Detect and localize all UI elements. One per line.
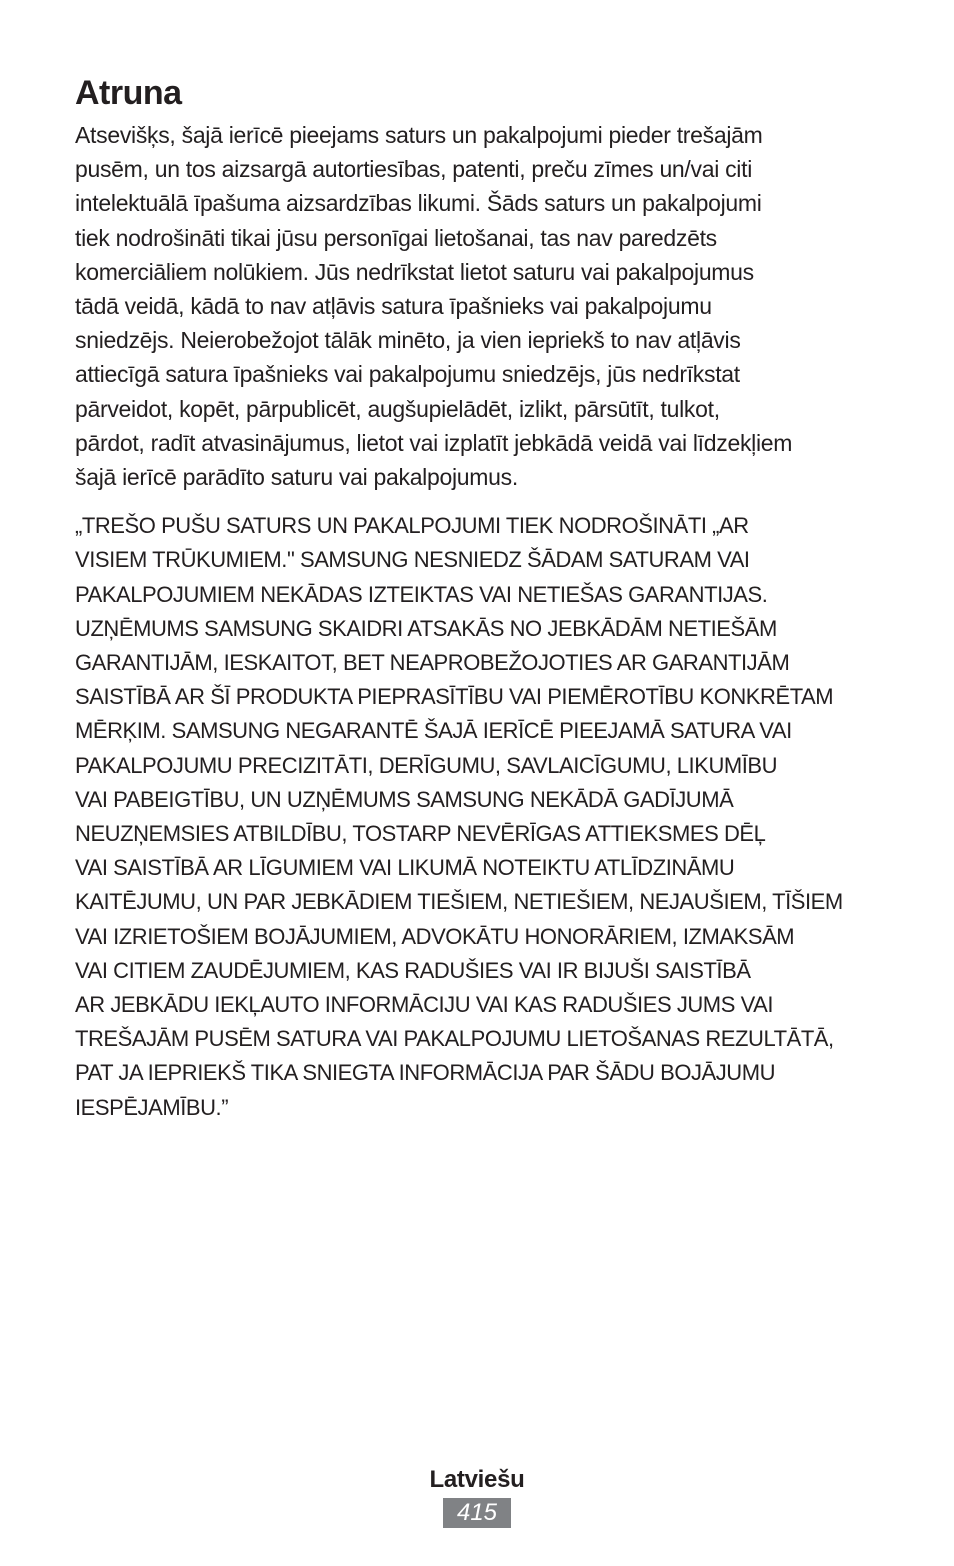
text-line: TREŠAJĀM PUSĒM SATURA VAI PAKALPOJUMU LIETOŠANAS REZULTĀTĀ, [75,1026,834,1052]
document-page [75,70,875,1125]
text-line: pusēm, un tos aizsargā autortiesības, patenti, preču zīmes un/vai citi [75,156,753,183]
text-line: PAKALPOJUMIEM NEKĀDAS IZTEIKTAS VAI NETIEŠAS GARANTIJAS. [75,581,768,607]
text-line: intelektuālā īpašuma aizsardzības likumi. Šāds saturs un pakalpojumi [75,190,762,217]
page-footer [0,1465,954,1528]
text-line: komerciāliem nolūkiem. Jūs nedrīkstat lietot saturu vai pakalpojumus [75,258,754,285]
text-line: GARANTIJĀM, IESKAITOT, BET NEAPROBEŽOJOTIES AR GARANTIJĀM [75,650,790,676]
warranty-paragraph [75,509,875,1125]
text-line: PAKALPOJUMU PRECIZITĀTI, DERĪGUMU, SAVLAICĪGUMU, LIKUMĪBU [75,752,778,778]
text-line: tiek nodrošināti tikai jūsu personīgai lietošanai, tas nav paredzēts [75,224,717,251]
text-line: VAI IZRIETOŠIEM BOJĀJUMIEM, ADVOKĀTU HONORĀRIEM, IZMAKSĀM [75,923,795,949]
text-line: MĒRĶIM. SAMSUNG NEGARANTĒ ŠAJĀ IERĪCĒ PIEEJAMĀ SATURA VAI [75,718,792,744]
text-line: AR JEBKĀDU IEKĻAUTO INFORMĀCIJU VAI KAS RADUŠIES JUMS VAI [75,992,774,1018]
text-line: VAI CITIEM ZAUDĒJUMIEM, KAS RADUŠIES VAI IR BIJUŠI SAISTĪBĀ [75,957,751,983]
text-line: „TREŠO PUŠU SATURS UN PAKALPOJUMI TIEK NODROŠINĀTI „AR [75,513,749,539]
text-line: sniedzējs. Neierobežojot tālāk minēto, ja vien iepriekš to nav atļāvis [75,327,741,354]
section-heading: Atruna [75,74,182,112]
text-line: VISIEM TRŪKUMIEM." SAMSUNG NESNIEDZ ŠĀDAM SATURAM VAI [75,547,750,573]
page-number: 415 [443,1498,511,1528]
text-line: SAISTĪBĀ AR ŠĪ PRODUKTA PIEPRASĪTĪBU VAI PIEMĒROTĪBU KONKRĒTAM [75,684,834,710]
text-line: UZŅĒMUMS SAMSUNG SKAIDRI ATSAKĀS NO JEBKĀDĀM NETIEŠĀM [75,615,777,641]
text-line: VAI SAISTĪBĀ AR LĪGUMIEM VAI LIKUMĀ NOTEIKTU ATLĪDZINĀMU [75,855,735,881]
text-line: Atsevišķs, šajā ierīcē pieejams saturs un pakalpojumi pieder trešajām [75,122,763,148]
text-line: pārveidot, kopēt, pārpublicēt, augšupielādēt, izlikt, pārsūtīt, tulkot, [75,395,720,422]
text-line: attiecīgā satura īpašnieks vai pakalpojumu sniedzējs, jūs nedrīkstat [75,361,740,388]
text-line: tādā veidā, kādā to nav atļāvis satura īpašnieks vai pakalpojumu [75,293,712,320]
text-line: PAT JA IEPRIEKŠ TIKA SNIEGTA INFORMĀCIJA PAR ŠĀDU BOJĀJUMU [75,1060,776,1086]
disclaimer-paragraph [75,118,875,494]
text-line: pārdot, radīt atvasinājumus, lietot vai izplatīt jebkādā veidā vai līdzekļiem [75,429,793,456]
language-label: Latviešu [429,1466,525,1493]
text-line: KAITĒJUMU, UN PAR JEBKĀDIEM TIEŠIEM, NETIEŠIEM, NEJAUŠIEM, TĪŠIEM [75,889,843,915]
text-line: IESPĒJAMĪBU.” [75,1094,229,1120]
text-line: šajā ierīcē parādīto saturu vai pakalpojumus. [75,464,518,491]
text-line: VAI PABEIGTĪBU, UN UZŅĒMUMS SAMSUNG NEKĀDĀ GADĪJUMĀ [75,786,734,812]
text-line: NEUZŅEMSIES ATBILDĪBU, TOSTARP NEVĒRĪGAS ATTIEKSMES DĒĻ [75,821,766,847]
